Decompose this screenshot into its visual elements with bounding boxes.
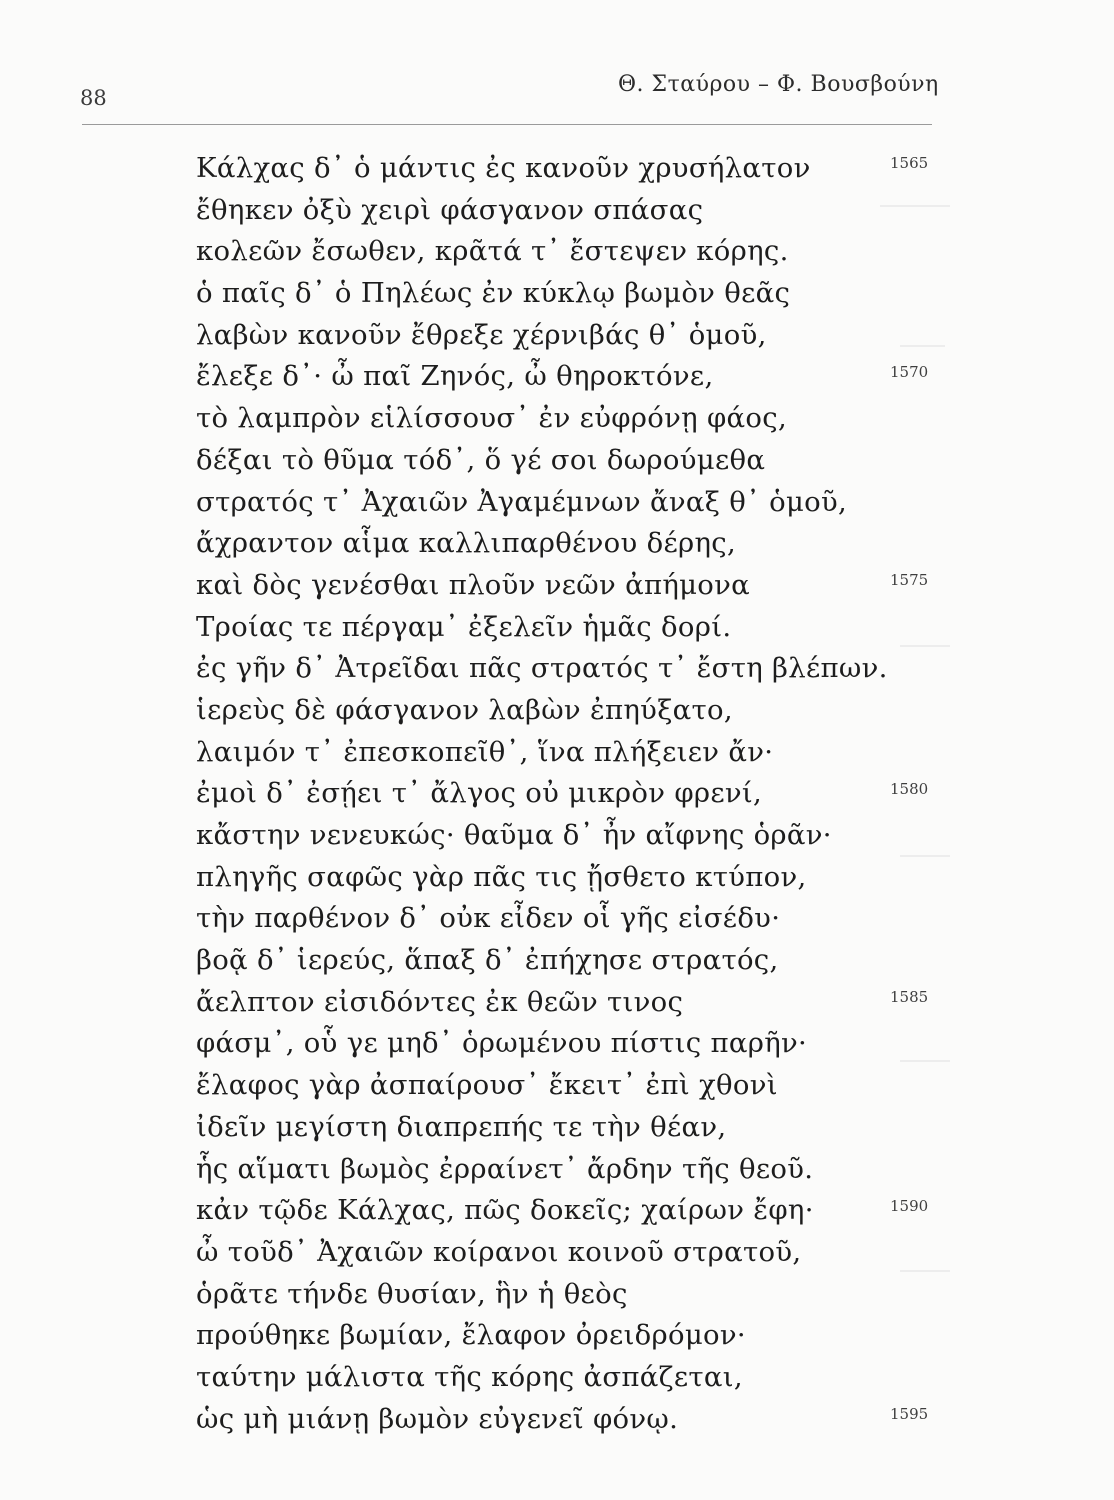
verse-line: φάσμ᾽, οὗ γε μηδ᾽ ὁρωμένου πίστις παρῆν· (196, 1027, 808, 1060)
verse-line: ὁ παῖς δ᾽ ὁ Πηλέως ἐν κύκλῳ βωμὸν θεᾶς (196, 277, 791, 310)
verse-line: ἱερεὺς δὲ φάσγανον λαβὼν ἐπηύξατο, (196, 693, 733, 726)
line-number: 1580 (890, 779, 929, 798)
running-head: Θ. Σταύρου – Φ. Βουσβούνη (618, 72, 939, 97)
verse-line: λαιμόν τ᾽ ἐπεσκοπεῖθ᾽, ἵνα πλήξειεν ἄν· (196, 735, 774, 768)
verse-line: Κάλχας δ᾽ ὁ μάντις ἐς κανοῦν χρυσήλατον (196, 152, 811, 184)
verse-text (196, 148, 888, 1440)
page-number: 88 (80, 86, 107, 110)
line-number: 1565 (890, 154, 929, 172)
line-number-column (890, 148, 950, 1428)
verse-line: ὁρᾶτε τήνδε θυσίαν, ἣν ἡ θεὸς (196, 1277, 628, 1310)
line-number: 1575 (890, 571, 929, 589)
line-number: 1570 (890, 362, 929, 381)
verse-line: ἔλαφος γὰρ ἀσπαίρουσ᾽ ἔκειτ᾽ ἐπὶ χθονὶ (196, 1069, 778, 1102)
verse-line: στρατός τ᾽ Ἀχαιῶν Ἀγαμέμνων ἄναξ θ᾽ ὁμοῦ, (196, 485, 848, 518)
verse-line: κολεῶν ἔσωθεν, κρᾶτά τ᾽ ἔστεψεν κόρης. (196, 235, 789, 268)
verse-line: προύθηκε βωμίαν, ἔλαφον ὀρειδρόμον· (196, 1319, 746, 1352)
verse-line: ἧς αἵματι βωμὸς ἐρραίνετ᾽ ἄρδην τῆς θεοῦ. (196, 1152, 814, 1185)
verse-line: ταύτην μάλιστα τῆς κόρης ἀσπάζεται, (196, 1360, 743, 1393)
verse-line: κἀν τῷδε Κάλχας, πῶς δοκεῖς; χαίρων ἔφη· (196, 1194, 814, 1227)
verse-line: ἄελπτον εἰσιδόντες ἐκ θεῶν τινος (196, 985, 684, 1018)
verse-line: ἰδεῖν μεγίστη διαπρεπής τε τὴν θέαν, (196, 1110, 727, 1143)
verse-line: ἐμοὶ δ᾽ ἐσῄει τ᾽ ἄλγος οὐ μικρὸν φρενί, (196, 777, 763, 810)
verse-line: ὦ τοῦδ᾽ Ἀχαιῶν κοίρανοι κοινοῦ στρατοῦ, (196, 1235, 802, 1268)
line-number: 1590 (890, 1196, 929, 1215)
verse-line: λαβὼν κανοῦν ἔθρεξε χέρνιβάς θ᾽ ὁμοῦ, (196, 318, 767, 351)
page-header (0, 0, 1114, 130)
verse-line: βοᾷ δ᾽ ἱερεύς, ἅπαξ δ᾽ ἐπήχησε στρατός, (196, 944, 779, 977)
verse-line: ἔλεξε δ᾽· ὦ παῖ Ζηνός, ὦ θηροκτόνε, (196, 360, 714, 393)
verse-line: πληγῆς σαφῶς γὰρ πᾶς τις ᾔσθετο κτύπον, (196, 860, 807, 893)
line-number: 1595 (890, 1405, 929, 1423)
verse-line: τὸ λαμπρὸν εἱλίσσουσ᾽ ἐν εὐφρόνῃ φάος, (196, 402, 787, 435)
line-number: 1585 (890, 988, 929, 1006)
verse-line: ἄχραντον αἷμα καλλιπαρθένου δέρης, (196, 527, 736, 560)
header-rule (82, 124, 932, 125)
verse-line: ὡς μὴ μιάνῃ βωμὸν εὐγενεῖ φόνῳ. (196, 1402, 679, 1435)
verse-line: ἔθηκεν ὀξὺ χειρὶ φάσγανον σπάσας (196, 193, 704, 226)
verse-line: καὶ δὸς γενέσθαι πλοῦν νεῶν ἀπήμονα (196, 568, 751, 601)
verse-line: ἐς γῆν δ᾽ Ἀτρεῖδαι πᾶς στρατός τ᾽ ἔστη βλέπων. (196, 652, 888, 685)
verse-line: κἄστην νενευκώς· θαῦμα δ᾽ ἦν αἴφνης ὁρᾶν· (196, 819, 832, 851)
verse-line: τὴν παρθένον δ᾽ οὐκ εἶδεν οἷ γῆς εἰσέδυ· (196, 902, 781, 935)
verse-line: Τροίας τε πέργαμ᾽ ἐξελεῖν ἡμᾶς δορί. (196, 610, 732, 643)
verse-line: δέξαι τὸ θῦμα τόδ᾽, ὅ γέ σοι δωρούμεθα (196, 443, 766, 476)
